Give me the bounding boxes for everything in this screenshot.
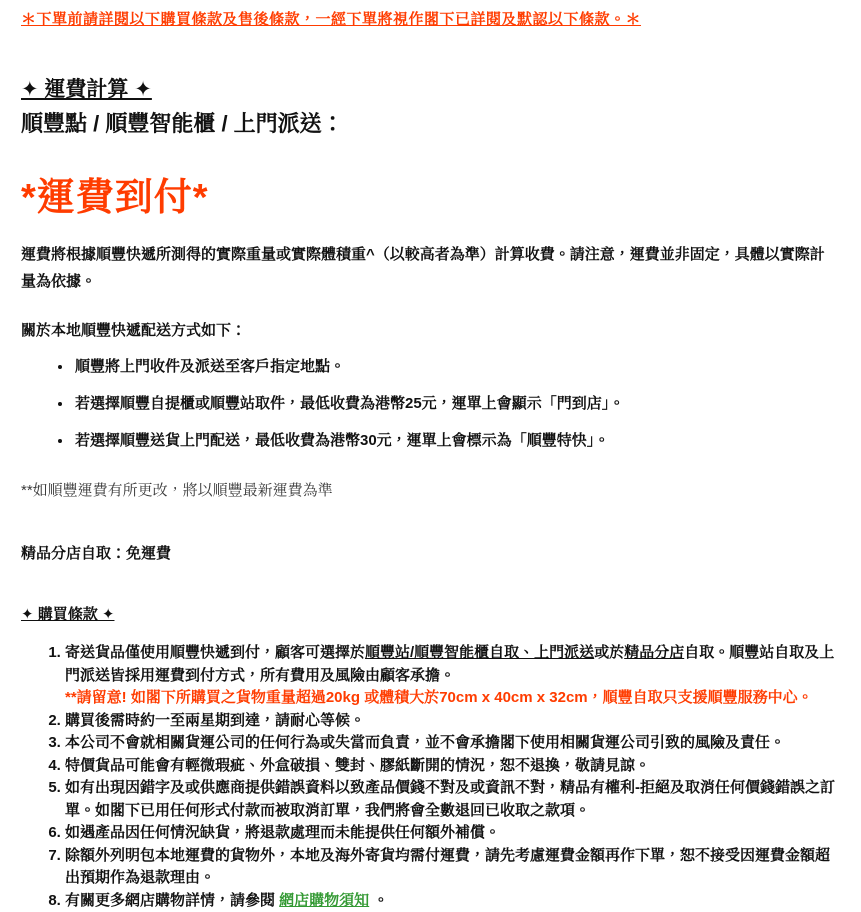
terms-item-7: 7. 除額外列明包本地運費的貨物外，本地及海外寄貨均需付運費，請先考慮運費金額再作下單，恕不接受因運費金額超出預期作為退款理由。	[65, 845, 839, 890]
delivery-method-item: • 順豐將上門收件及派送至客戶指定地點。	[73, 356, 839, 377]
terms-item-3: 3. 本公司不會就相關貨運公司的任何行為或失當而負責，並不會承擔閣下使用相關貨運公司引致的風險及責任。	[65, 732, 839, 755]
terms-item-1-part3: 自取。順豐站自取及上門派送皆採用運費到付方式，所有費用及風險由顧客承擔。	[65, 644, 834, 684]
store-pickup-note: 精品分店自取：免運費	[21, 542, 839, 563]
delivery-methods-list	[21, 356, 839, 451]
delivery-method-item: • 若選擇順豐送貨上門配送，最低收費為港幣30元，運單上會標示為「順豐特快」。	[73, 430, 839, 451]
terms-item-8-pre: 有關更多網店購物詳情，請參閱	[65, 892, 279, 909]
fee-change-note: **如順豐運費有所更改，將以順豐最新運費為準	[21, 479, 839, 500]
terms-item-1-part2: 或於	[594, 644, 624, 661]
terms-list	[21, 642, 839, 912]
terms-item-1	[65, 642, 839, 710]
terms-item-8	[65, 890, 839, 912]
terms-item-6: 6. 如遇產品因任何情況缺貨，將退款處理而未能提供任何額外補償。	[65, 822, 839, 845]
terms-item-1-part1: 寄送貨品僅使用順豐快遞到付，顧客可選擇於	[65, 644, 365, 661]
cod-banner: *運費到付*	[21, 166, 839, 221]
terms-item-4: 4. 特價貨品可能會有輕微瑕疵、外盒破損、雙封、膠紙斷開的情況，恕不退換，敬請見諒。	[65, 755, 839, 778]
delivery-methods-title: 關於本地順豐快遞配送方式如下：	[21, 319, 839, 340]
terms-item-2: 2. 購買後需時約一至兩星期到達，請耐心等候。	[65, 710, 839, 733]
terms-item-5: 5. 如有出現因錯字及或供應商提供錯誤資料以致產品價錢不對及或資訊不對，精品有權利-拒絕及取消任何價錢錯誤之訂單。如閣下已用任何形式付款而被取消訂單，我們將會全數退回已收取之款項。	[65, 777, 839, 822]
shipping-heading-text: ✦ 運費計算 ✦	[21, 78, 152, 101]
terms-item-8-post: 。	[369, 892, 388, 909]
store-guide-link[interactable]: 網店購物須知	[279, 892, 369, 909]
shipping-subheading: 順豐點 / 順豐智能櫃 / 上門派送：	[21, 107, 839, 138]
terms-heading: ✦ 購買條款 ✦	[21, 603, 839, 624]
shipping-intro: 運費將根據順豐快遞所測得的實際重量或實際體積重^（以較高者為準）計算收費。請注意，運費並非固定，具體以實際計量為依據。	[21, 241, 839, 295]
terms-item-1-emphasis-sf-pickup: 順豐站/順豐智能櫃自取、上門派送	[365, 644, 594, 661]
terms-item-1-emphasis-store: 精品分店	[624, 644, 684, 661]
delivery-method-item: • 若選擇順豐自提櫃或順豐站取件，最低收費為港幣25元，運單上會顯示「門到店」。	[73, 393, 839, 414]
top-notice: ＊下單前請詳閱以下購買條款及售後條款，一經下單將視作閣下已詳閱及默認以下條款。＊	[21, 8, 839, 29]
shipping-section-heading	[21, 73, 839, 103]
terms-item-1-warning: **請留意! 如閣下所購買之貨物重量超過20kg 或體積大於70cm x 40cm x 32cm，順豐自取只支援順豐服務中心。	[65, 687, 839, 710]
